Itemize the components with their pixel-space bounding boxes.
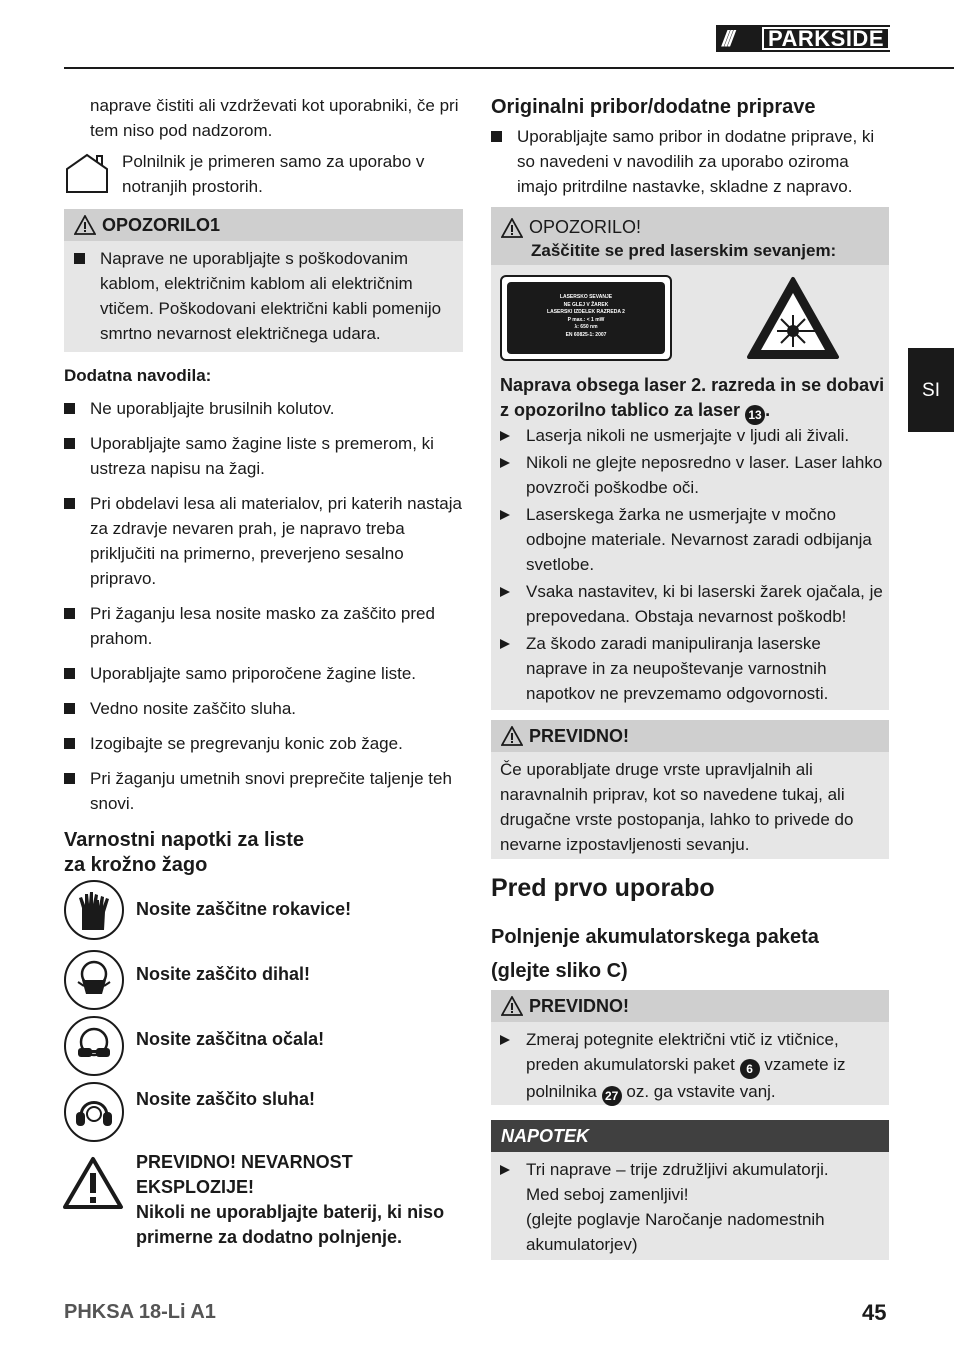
pictogram-label: Nosite zaščito sluha! xyxy=(136,1089,316,1109)
arrow-bullet-icon xyxy=(500,458,510,468)
parkside-logo xyxy=(716,25,890,52)
laser-class-text: Naprava obsega laser 2. razreda in se dobavi z opozorilno tablico za laser 13 . xyxy=(500,373,885,425)
gloves-icon xyxy=(64,880,124,940)
first-use-title: Pred prvo uporabo xyxy=(491,874,715,902)
safety-glasses-icon xyxy=(64,1016,124,1076)
safety-heading: Varnostni napotki za liste za krožno žago xyxy=(64,829,305,876)
additional-title: Dodatna navodila: xyxy=(64,366,212,385)
intro-text: naprave čistiti ali vzdrževati kot uporabniki, če pri tem niso pod nadzorom. xyxy=(90,96,459,140)
indoor-note: Polnilnik je primeren samo za uporabo v notranjih prostorih. xyxy=(122,152,425,196)
caution-box-2 xyxy=(491,990,889,1105)
ear-protection-icon xyxy=(64,1082,124,1142)
pictogram-label: Nosite zaščitne rokavice! xyxy=(136,899,352,919)
list-item: Za škodo zaradi manipuliranja laserske naprave in za neupoštevanje varnostnih napotkov ne prevzemamo odgovornosti. xyxy=(500,631,885,706)
logo-slashes: /// xyxy=(722,26,732,51)
warning-triangle-icon xyxy=(501,726,523,746)
dust-mask-icon xyxy=(64,950,124,1010)
logo-wordmark: PARKSIDE xyxy=(762,27,890,50)
caution-title-2: PREVIDNO! xyxy=(529,995,630,1016)
bullet-square xyxy=(74,253,85,264)
warning-header-1 xyxy=(64,209,463,241)
page-number: 45 xyxy=(862,1300,887,1325)
warning-1-text: Naprave ne uporabljajte s poškodovanim kablom, električnim kablom ali električnim vtičem. Poškodovani električni kabli pomenijo smrtno nevarnost električnega udara. xyxy=(100,249,442,343)
note-item: Tri naprave – trije združljivi akumulatorji. Med seboj zamenljivi! (glejte poglavje Naročanje nadomestnih akumulatorjev) xyxy=(491,1152,889,1257)
list-item: Vsaka nastavitev, ki bi laserski žarek ojačala, je prepovedana. Obstaja nevarnost poškodb! xyxy=(500,579,885,629)
note-box xyxy=(491,1120,889,1260)
list-item: Pri žaganju lesa nosite masko za zaščito pred prahom. xyxy=(64,601,462,651)
language-tab: SI xyxy=(908,348,954,432)
laser-warning-subtitle: Zaščitite se pred laserskim sevanjem: xyxy=(531,241,837,260)
charging-heading: Polnjenje akumulatorskega paketa (glejte sliko C) xyxy=(491,926,819,982)
list-item: Vedno nosite zaščito sluha. xyxy=(64,696,462,721)
warning-triangle-icon xyxy=(501,996,523,1016)
additional-bullets xyxy=(64,396,462,816)
note-title: NAPOTEK xyxy=(491,1120,889,1152)
laser-label: LASERSKO SEVANJE NE GLEJ V ŽAREK LASERSKI IZDELEK RAZREDA 2 P max.: < 1 mW λ: 650 nm EN 60825-1: 2007 xyxy=(500,275,672,361)
accessories-title: Originalni pribor/dodatne priprave xyxy=(491,96,816,118)
laser-warning-header xyxy=(491,207,889,265)
laser-hazard-icon xyxy=(745,275,841,368)
pictogram-label: Nosite zaščito dihal! xyxy=(136,964,311,984)
list-item: Nikoli ne glejte neposredno v laser. Laser lahko povzroči poškodbe oči. xyxy=(500,450,885,500)
arrow-bullet-icon xyxy=(500,639,510,649)
caution-text-1: Če uporabljate druge vrste upravljalnih ali naravnalnih priprav, kot so navedene tukaj, ali drugačne vrste postopanja, lahko to privede do nevarne izpostavljenosti sevanju. xyxy=(500,760,854,854)
caution-box-1 xyxy=(491,720,889,859)
arrow-bullet-icon xyxy=(500,587,510,597)
list-item: Laserskega žarka ne usmerjajte v močno odbojne materiale. Nevarnost zaradi odbijanja svetlobe. xyxy=(500,502,885,577)
laser-warning-title: OPOZORILO! xyxy=(529,217,642,237)
arrow-bullet-icon xyxy=(500,431,510,441)
list-item: Pri žaganju umetnih snovi preprečite taljenje teh snovi. xyxy=(64,766,462,816)
model-footer: PHKSA 18-Li A1 xyxy=(64,1301,216,1323)
ref-number-6: 6 xyxy=(740,1059,760,1079)
list-item: Izogibajte se pregrevanju konic zob žage. xyxy=(64,731,462,756)
list-item: Pri obdelavi lesa ali materialov, pri katerih nastaja za zdravje nevaren prah, je napravo treba priključiti na primerno, preverjeno sesalno pripravo. xyxy=(64,491,462,591)
warning-triangle-icon xyxy=(74,215,96,235)
explosion-warning-icon xyxy=(62,1156,124,1217)
warning-box-1 xyxy=(64,209,463,352)
warning-triangle-icon xyxy=(501,218,523,238)
arrow-bullet-icon xyxy=(500,510,510,520)
laser-items xyxy=(500,423,885,706)
list-item: Laserja nikoli ne usmerjajte v ljudi ali živali. xyxy=(500,423,885,448)
list-item: Uporabljajte samo žagine liste s premerom, ki ustreza napisu na žagi. xyxy=(64,431,462,481)
explosion-warning: PREVIDNO! NEVARNOST EKSPLOZIJE! Nikoli ne uporabljajte baterij, ki niso primerne za dodatno polnjenje. xyxy=(136,1152,445,1247)
indoor-house-icon xyxy=(64,152,110,201)
caution-title-1: PREVIDNO! xyxy=(529,725,630,746)
warning-title-1: OPOZORILO1 xyxy=(102,214,221,235)
laser-warning-box xyxy=(491,207,889,710)
accessories-bullet: Uporabljajte samo pribor in dodatne priprave, ki so navedeni v navodilih za uporabo oziroma imajo pritrdilne nastavke, skladne z napravo. xyxy=(491,124,889,199)
header-rule xyxy=(64,67,954,69)
warning-1-bullet xyxy=(64,241,463,346)
arrow-bullet-icon xyxy=(500,1165,510,1175)
list-item: Uporabljajte samo priporočene žagine liste. xyxy=(64,661,462,686)
ref-number-27: 27 xyxy=(602,1086,622,1106)
list-item: Ne uporabljajte brusilnih kolutov. xyxy=(64,396,462,421)
pictogram-label: Nosite zaščitna očala! xyxy=(136,1029,325,1049)
ref-number-13: 13 xyxy=(745,405,765,425)
caution-2-item: Zmeraj potegnite električni vtič iz vtičnice, preden akumulatorski paket 6 vzamete iz polnilnika 27 oz. ga vstavite vanj. xyxy=(491,1022,889,1106)
arrow-bullet-icon xyxy=(500,1035,510,1045)
